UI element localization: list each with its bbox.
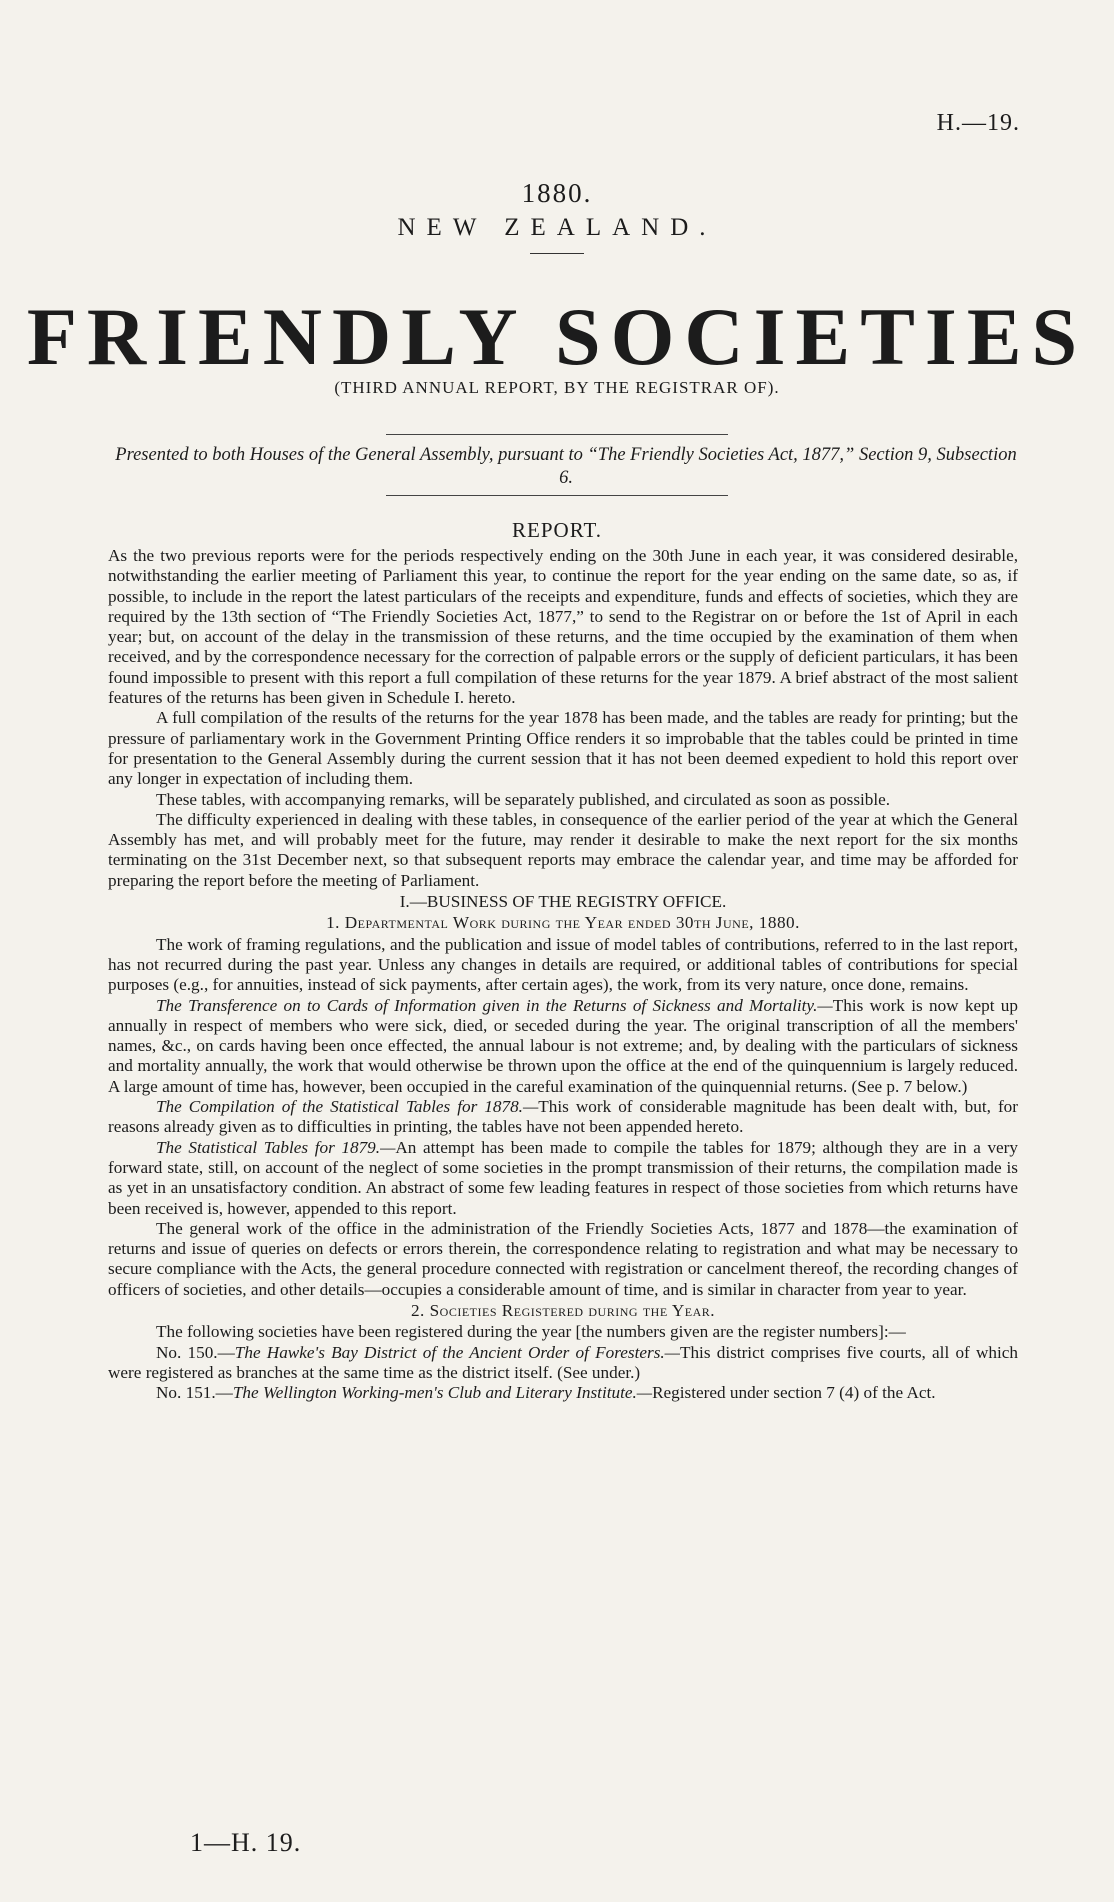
section-paragraph: The following societies have been registered during the year [the numbers given are the register numbers]:— (156, 1322, 906, 1342)
divider-rule (530, 253, 584, 254)
divider-rule (386, 434, 728, 435)
document-subtitle: (THIRD ANNUAL REPORT, BY THE REGISTRAR OF). (334, 378, 780, 397)
register-number: No. 151.— (156, 1383, 233, 1403)
report-paragraph: The difficulty experienced in dealing with these tables, in consequence of the earlier period of the year at which the General Assembly has met, and will probably meet for the future, may render it desirable to make the next report for the six months terminating on the 31st December next, so that subsequent reports may embrace the calendar year, and time may be afforded for preparing the report before the meeting of Parliament. (108, 809, 1018, 890)
section-paragraph: The general work of the office in the administration of the Friendly Societies Acts, 1877 and 1878—the examination of returns and issue of queries on defects or errors therein, the correspondence relating to registration and what may be necessary to secure compliance with the Acts, the general procedure connected with registration or cancelment thereof, the recording changes of officers of societies, and other details—occupies a considerable amount of time, and is similar in character from year to year. (108, 1218, 1018, 1299)
register-number: No. 150.— (156, 1342, 235, 1362)
entry-body: This district comprises five courts, all of which were registered as branches at the same time as the district itself. (See under.) (108, 1342, 1018, 1382)
paragraph-body: This work is now kept up annually in respect of members who were sick, died, or seceded during the year. The original transcription of all the members' names, &c., on cards having been once effected, the annual labour is not extreme; and, by dealing with the particulars of sickness and mortality annually, the work that would otherwise be thrown upon the office at the end of the quinquennium is largely reduced. A large amount of time has, however, been occupied in the careful examination of the quinquennial returns. (See p. 7 below.) (108, 995, 1018, 1096)
report-heading: REPORT. (512, 518, 602, 542)
register-entry (108, 1343, 1018, 1384)
subsection-heading: 2. Societies Registered during the Year. (410, 1300, 716, 1320)
subsection-heading: 1. Departmental Work during the Year ended 30th June, 1880. (326, 913, 800, 933)
society-name: The Wellington Working-men's Club and Literary Institute.— (232, 1383, 653, 1403)
paragraph-title: The Transference on to Cards of Information given in the Returns of Sickness and Mortality.— (156, 995, 833, 1015)
document-country: NEW ZEALAND. (397, 214, 717, 241)
entry-body: Registered under section 7 (4) of the Act. (652, 1383, 936, 1403)
document-title: FRIENDLY SOCIETIES (26, 291, 1088, 382)
register-entry (108, 1383, 1018, 1403)
document-reference: H.—19. (936, 110, 1020, 136)
section-paragraph (108, 1138, 1018, 1219)
report-paragraph: As the two previous reports were for the periods respectively ending on the 30th June in each year, it was considered desirable, notwithstanding the earlier meeting of Parliament this year, to continue the report for the year ending on the same date, so as, if possible, to include in the report the latest particulars of the receipts and expenditure, funds and effects of societies, which they are required by the 13th section of “The Friendly Societies Act, 1877,” to send to the Registrar on or before the 1st of April in each year; but, on account of the delay in the transmission of these returns, and the time occupied by the examination of them when received, and by the correspondence necessary for the correction of palpable errors or the supply of deficient particulars, it has been found impossible to present with this report a full compilation of these returns for the year 1879. A brief abstract of the most salient features of the returns has been given in Schedule I. hereto. (108, 546, 1018, 708)
report-body (108, 546, 1018, 1403)
report-paragraph: A full compilation of the results of the returns for the year 1878 has been made, and the tables are ready for printing; but the pressure of parliamentary work in the Government Printing Office renders it so improbable that the tables could be printed in time for presentation to the General Assembly during the current session that it has not been deemed expedient to hold this report over any longer in expectation of including them. (108, 708, 1018, 789)
section-paragraph: The work of framing regulations, and the publication and issue of model tables of contributions, referred to in the last report, has not recurred during the past year. Unless any changes in details are required, or additional tables of contributions for special purposes (e.g., for annuities, instead of sick payments, after certain ages), the work, from its very nature, once done, remains. (108, 934, 1018, 995)
society-name: The Hawke's Bay District of the Ancient Order of Foresters.— (234, 1342, 680, 1362)
paragraph-body: This work of considerable magnitude has been dealt with, but, for reasons already given as to difficulties in printing, the tables have not been appended hereto. (108, 1097, 1018, 1137)
divider-rule (386, 495, 728, 496)
paragraph-body: An attempt has been made to compile the tables for 1879; although they are in a very forward state, still, on account of the neglect of some societies in the prompt transmission of their returns, the compilation made is as yet in an unsatisfactory condition. An abstract of some few leading features in respect of those societies from which returns have been received is, however, appended to this report. (108, 1137, 1018, 1218)
paragraph-title: The Statistical Tables for 1879.— (156, 1137, 396, 1157)
report-paragraph: These tables, with accompanying remarks, will be separately published, and circulated as soon as possible. (156, 789, 891, 809)
section-paragraph (108, 1097, 1018, 1138)
presented-note: Presented to both Houses of the General Assembly, pursuant to “The Friendly Societies Act, 1877,” Section 9, Subsection 6. (115, 445, 1017, 488)
page-signature: 1—H. 19. (190, 1828, 302, 1857)
paragraph-title: The Compilation of the Statistical Tables for 1878.— (156, 1097, 539, 1117)
section-paragraph (108, 996, 1018, 1097)
section-heading: I.—BUSINESS OF THE REGISTRY OFFICE. (399, 892, 727, 912)
document-year: 1880. (521, 178, 593, 208)
